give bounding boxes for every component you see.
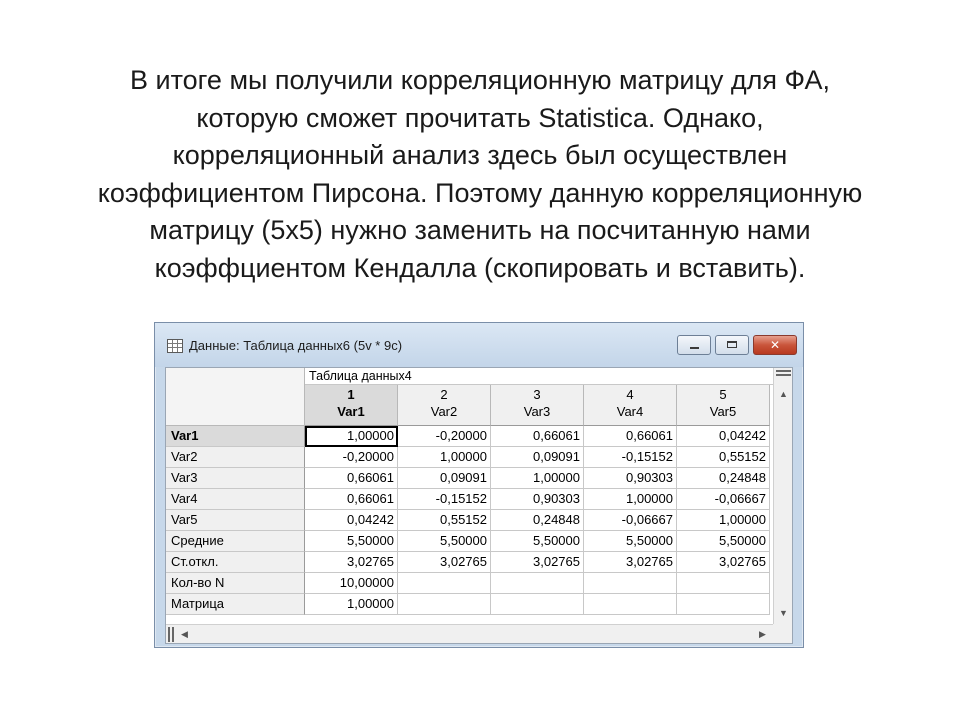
row-header[interactable]: Var1 <box>166 426 305 447</box>
minimize-button[interactable] <box>677 335 711 355</box>
table-cell[interactable]: 0,09091 <box>398 468 491 489</box>
table-cell[interactable]: 5,50000 <box>491 531 584 552</box>
table-cell[interactable]: 1,00000 <box>584 489 677 510</box>
table-cell[interactable]: 0,55152 <box>398 510 491 531</box>
table-cell[interactable]: 3,02765 <box>491 552 584 573</box>
scroll-up-icon[interactable]: ▲ <box>779 389 788 399</box>
table-icon <box>167 339 183 353</box>
slide-text-line: корреляционный анализ здесь был осуществлен <box>172 140 788 170</box>
table-cell[interactable] <box>398 594 491 615</box>
table-cell[interactable]: -0,15152 <box>398 489 491 510</box>
column-number: 2 <box>440 387 448 402</box>
splitter-icon[interactable] <box>776 370 791 376</box>
column-name: Var2 <box>430 404 458 419</box>
row-header[interactable]: Средние <box>166 531 305 552</box>
table-cell[interactable]: -0,20000 <box>305 447 398 468</box>
table-cell[interactable]: 0,90303 <box>491 489 584 510</box>
slide-text-line: которую сможет прочитать Statistica. Однако, <box>196 102 764 133</box>
table-cell[interactable]: 1,00000 <box>398 447 491 468</box>
table-cell[interactable]: 5,50000 <box>584 531 677 552</box>
table-cell[interactable]: 0,66061 <box>305 489 398 510</box>
slide-body-text <box>40 62 920 287</box>
table-cell[interactable] <box>491 573 584 594</box>
table-cell[interactable]: 5,50000 <box>305 531 398 552</box>
slide-text-line: матрицу (5х5) нужно заменить на посчитанную нами <box>149 215 811 245</box>
column-header[interactable] <box>491 385 584 426</box>
table-cell[interactable]: -0,06667 <box>677 489 770 510</box>
table-cell[interactable]: 0,24848 <box>677 468 770 489</box>
slide-text-line: коэффциентом Кендалла (скопировать и вставить). <box>154 252 806 283</box>
column-header[interactable] <box>398 385 491 426</box>
column-header[interactable] <box>677 385 770 426</box>
table-cell[interactable]: 3,02765 <box>584 552 677 573</box>
column-number: 3 <box>533 387 541 402</box>
horizontal-scrollbar[interactable] <box>166 624 773 644</box>
table-cell[interactable]: -0,06667 <box>584 510 677 531</box>
slide-text-line: В итоге мы получили корреляционную матрицу для ФА, <box>130 65 830 95</box>
row-header[interactable]: Var5 <box>166 510 305 531</box>
table-cell[interactable] <box>584 594 677 615</box>
row-header[interactable]: Var2 <box>166 447 305 468</box>
table-cell[interactable] <box>491 594 584 615</box>
column-number: 1 <box>347 387 355 402</box>
table-cell[interactable]: 0,66061 <box>491 426 584 447</box>
scroll-right-icon[interactable]: ▶ <box>759 629 766 639</box>
table-name-header: Таблица данных4 <box>305 368 773 385</box>
table-cell[interactable]: 0,66061 <box>305 468 398 489</box>
table-cell[interactable]: 10,00000 <box>305 573 398 594</box>
table-cell[interactable]: 5,50000 <box>677 531 770 552</box>
close-icon: ✕ <box>769 338 781 352</box>
size-grip[interactable] <box>773 624 792 643</box>
row-header[interactable]: Ст.откл. <box>166 552 305 573</box>
column-name: Var3 <box>523 404 551 419</box>
slide-text-line: коэффициентом Пирсона. Поэтому данную корреляционную <box>97 177 863 208</box>
table-cell[interactable]: 0,09091 <box>491 447 584 468</box>
row-header[interactable]: Матрица <box>166 594 305 615</box>
splitter-icon[interactable] <box>168 627 174 642</box>
column-name: Var1 <box>337 404 365 419</box>
close-button[interactable] <box>753 335 797 355</box>
column-number: 5 <box>719 387 727 402</box>
table-cell[interactable]: 0,90303 <box>584 468 677 489</box>
table-cell[interactable]: 3,02765 <box>677 552 770 573</box>
row-header[interactable]: Кол-во N <box>166 573 305 594</box>
table-cell[interactable]: -0,15152 <box>584 447 677 468</box>
table-cell[interactable]: 0,04242 <box>677 426 770 447</box>
column-name: Var4 <box>616 404 644 419</box>
table-cell[interactable]: 1,00000 <box>491 468 584 489</box>
window-titlebar[interactable] <box>155 323 803 367</box>
maximize-icon <box>727 341 737 348</box>
table-cell[interactable] <box>584 573 677 594</box>
minimize-icon <box>690 347 699 349</box>
table-cell[interactable]: 5,50000 <box>398 531 491 552</box>
table-cell[interactable]: 0,04242 <box>305 510 398 531</box>
table-cell[interactable]: -0,20000 <box>398 426 491 447</box>
table-cell[interactable] <box>677 573 770 594</box>
row-header[interactable]: Var4 <box>166 489 305 510</box>
column-number: 4 <box>626 387 634 402</box>
vertical-scrollbar[interactable] <box>773 368 793 624</box>
data-grid <box>165 367 793 644</box>
table-cell[interactable] <box>398 573 491 594</box>
maximize-button[interactable] <box>715 335 749 355</box>
column-header[interactable] <box>584 385 677 426</box>
table-cell[interactable]: 0,24848 <box>491 510 584 531</box>
column-header[interactable] <box>305 385 398 426</box>
scroll-down-icon[interactable]: ▼ <box>779 608 788 618</box>
table-cell[interactable]: 3,02765 <box>398 552 491 573</box>
table-cell[interactable] <box>677 594 770 615</box>
table-cell[interactable]: 3,02765 <box>305 552 398 573</box>
table-cell[interactable]: 0,66061 <box>584 426 677 447</box>
column-name: Var5 <box>709 404 737 419</box>
table-cell[interactable]: 1,00000 <box>305 426 398 447</box>
row-header[interactable]: Var3 <box>166 468 305 489</box>
table-cell[interactable]: 0,55152 <box>677 447 770 468</box>
scroll-left-icon[interactable]: ◀ <box>181 629 188 639</box>
window-title: Данные: Таблица данных6 (5v * 9c) <box>189 338 403 353</box>
table-cell[interactable]: 1,00000 <box>677 510 770 531</box>
table-cell[interactable]: 1,00000 <box>305 594 398 615</box>
grid-corner[interactable] <box>166 368 305 426</box>
spreadsheet-window <box>154 322 804 648</box>
